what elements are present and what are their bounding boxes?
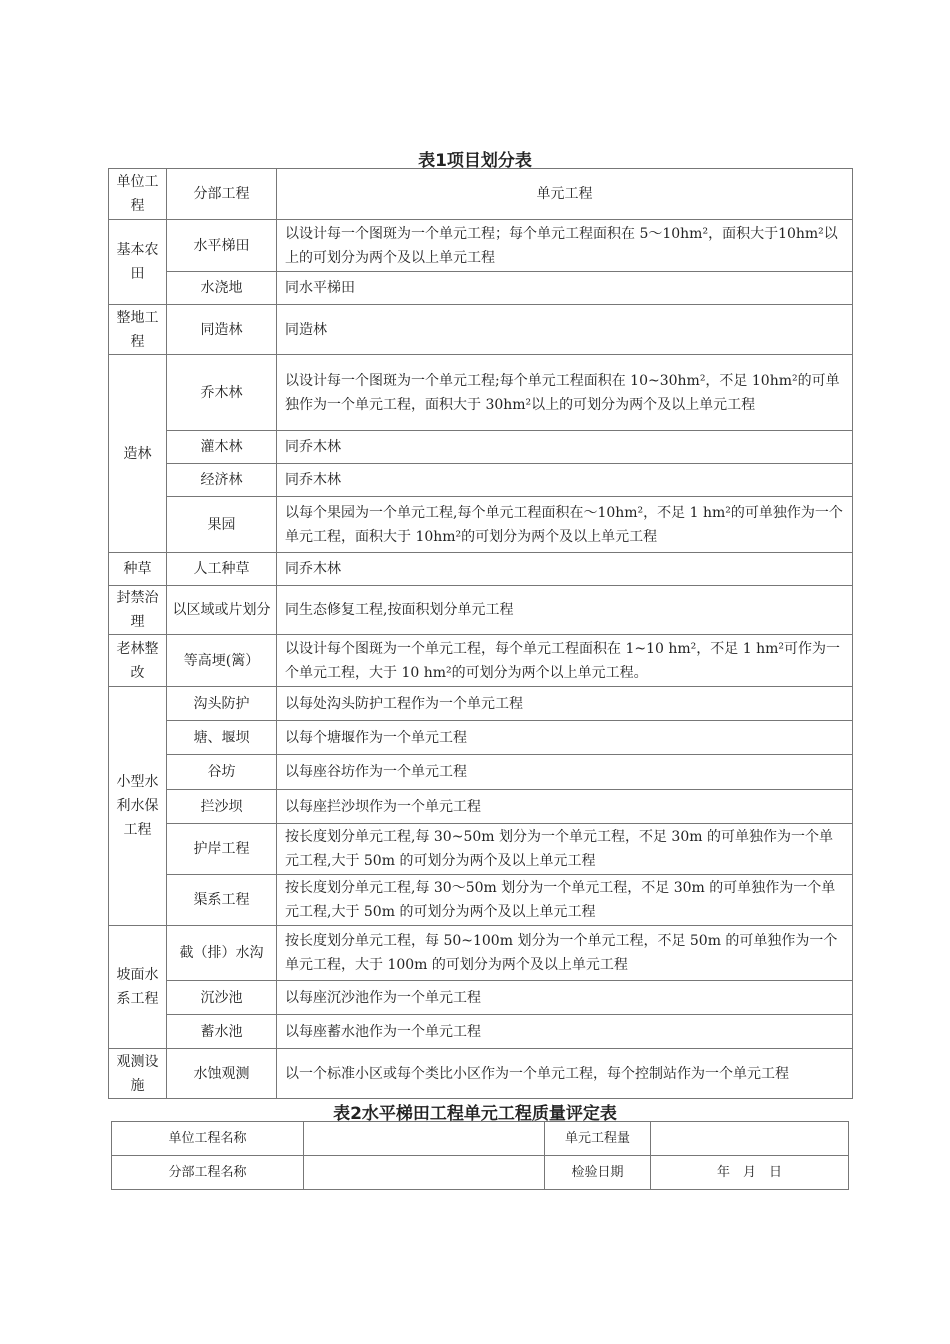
element-cell: 以每座拦沙坝作为一个单元工程 [277, 790, 853, 824]
table-row [109, 586, 853, 635]
table-row [112, 1156, 849, 1190]
table-row [109, 687, 853, 721]
element-cell: 同乔木林 [277, 431, 853, 464]
header-unit: 单位工程 [109, 169, 167, 220]
element-cell: 按长度划分单元工程，每 50~100m 划分为一个单元工程，不足 50m 的可单独作为一个单元工程，大于 100m 的可划分为两个及以上单元工程 [277, 926, 853, 981]
element-cell: 按长度划分单元工程,每 30～50m 划分为一个单元工程，不足 30m 的可单独作为一个单元工程,大于 50m 的可划分为两个及以上单元工程 [277, 875, 853, 926]
unit-cell: 观测设施 [109, 1049, 167, 1099]
table-row [109, 272, 853, 305]
element-cell: 以每座沉沙池作为一个单元工程 [277, 981, 853, 1015]
division-cell: 渠系工程 [167, 875, 277, 926]
table-row [109, 981, 853, 1015]
element-cell: 同造林 [277, 305, 853, 355]
division-cell: 灌木林 [167, 431, 277, 464]
project-division-table [108, 168, 853, 1099]
element-cell: 以每座谷坊作为一个单元工程 [277, 755, 853, 790]
element-cell: 以设计每个图斑为一个单元工程，每个单元工程面积在 1~10 hm²，不足 1 hm²可作为一个单元工程，大于 10 hm²的可划分为两个以上单元工程。 [277, 635, 853, 687]
table-row [109, 1049, 853, 1099]
division-cell: 乔木林 [167, 355, 277, 431]
element-cell: 同生态修复工程,按面积划分单元工程 [277, 586, 853, 635]
table-row [109, 464, 853, 497]
division-name-label: 分部工程名称 [112, 1156, 304, 1190]
table-header-row [109, 169, 853, 220]
unit-cell: 造林 [109, 355, 167, 553]
division-cell: 果园 [167, 497, 277, 553]
header-element: 单元工程 [277, 169, 853, 220]
element-cell: 同乔木林 [277, 553, 853, 586]
division-cell: 拦沙坝 [167, 790, 277, 824]
element-cell: 同乔木林 [277, 464, 853, 497]
division-cell: 以区域或片划分 [167, 586, 277, 635]
division-cell: 塘、堰坝 [167, 721, 277, 755]
unit-name-label: 单位工程名称 [112, 1122, 304, 1156]
element-cell: 以设计每一个图斑为一个单元工程;每个单元工程面积在 10~30hm²，不足 10hm²的可单独作为一个单元工程，面积大于 30hm²以上的可划分为两个及以上单元工程 [277, 355, 853, 431]
unit-cell: 小型水利水保工程 [109, 687, 167, 926]
table-row [109, 431, 853, 464]
division-cell: 等高埂(篱） [167, 635, 277, 687]
element-qty-value[interactable] [651, 1122, 849, 1156]
division-cell: 同造林 [167, 305, 277, 355]
table-row [109, 790, 853, 824]
table2-title: 表2水平梯田工程单元工程质量评定表 [333, 1104, 617, 1124]
division-cell: 水平梯田 [167, 220, 277, 272]
division-cell: 沉沙池 [167, 981, 277, 1015]
quality-assessment-table [111, 1121, 849, 1190]
table-row [109, 305, 853, 355]
division-cell: 水浇地 [167, 272, 277, 305]
table-row [109, 721, 853, 755]
inspection-date-label: 检验日期 [545, 1156, 651, 1190]
element-cell: 按长度划分单元工程,每 30~50m 划分为一个单元工程，不足 30m 的可单独作为一个单元工程,大于 50m 的可划分为两个及以上单元工程 [277, 824, 853, 875]
table-row [109, 497, 853, 553]
unit-cell: 坡面水系工程 [109, 926, 167, 1049]
division-cell: 水蚀观测 [167, 1049, 277, 1099]
table-row [112, 1122, 849, 1156]
unit-cell: 基本农田 [109, 220, 167, 305]
element-cell: 以每处沟头防护工程作为一个单元工程 [277, 687, 853, 721]
division-cell: 经济林 [167, 464, 277, 497]
element-cell: 以设计每一个图斑为一个单元工程；每个单元工程面积在 5～10hm²，面积大于10hm²以上的可划分为两个及以上单元工程 [277, 220, 853, 272]
table-row [109, 824, 853, 875]
division-cell: 护岸工程 [167, 824, 277, 875]
table-row [109, 553, 853, 586]
unit-name-value[interactable] [304, 1122, 545, 1156]
header-division: 分部工程 [167, 169, 277, 220]
division-cell: 截（排）水沟 [167, 926, 277, 981]
division-cell: 人工种草 [167, 553, 277, 586]
inspection-date-value[interactable]: 年 月 日 [651, 1156, 849, 1190]
table1-title: 表1项目划分表 [418, 151, 532, 171]
unit-cell: 老林整改 [109, 635, 167, 687]
table-row [109, 220, 853, 272]
element-qty-label: 单元工程量 [545, 1122, 651, 1156]
unit-cell: 种草 [109, 553, 167, 586]
element-cell: 以一个标准小区或每个类比小区作为一个单元工程，每个控制站作为一个单元工程 [277, 1049, 853, 1099]
table-row [109, 875, 853, 926]
element-cell: 同水平梯田 [277, 272, 853, 305]
division-cell: 沟头防护 [167, 687, 277, 721]
division-name-value[interactable] [304, 1156, 545, 1190]
table-row [109, 635, 853, 687]
element-cell: 以每个塘堰作为一个单元工程 [277, 721, 853, 755]
division-cell: 谷坊 [167, 755, 277, 790]
table-row [109, 1015, 853, 1049]
table-row [109, 755, 853, 790]
unit-cell: 封禁治理 [109, 586, 167, 635]
element-cell: 以每座蓄水池作为一个单元工程 [277, 1015, 853, 1049]
table-row [109, 355, 853, 431]
unit-cell: 整地工程 [109, 305, 167, 355]
table-row [109, 926, 853, 981]
element-cell: 以每个果园为一个单元工程,每个单元工程面积在～10hm²，不足 1 hm²的可单独作为一个单元工程，面积大于 10hm²的可划分为两个及以上单元工程 [277, 497, 853, 553]
division-cell: 蓄水池 [167, 1015, 277, 1049]
